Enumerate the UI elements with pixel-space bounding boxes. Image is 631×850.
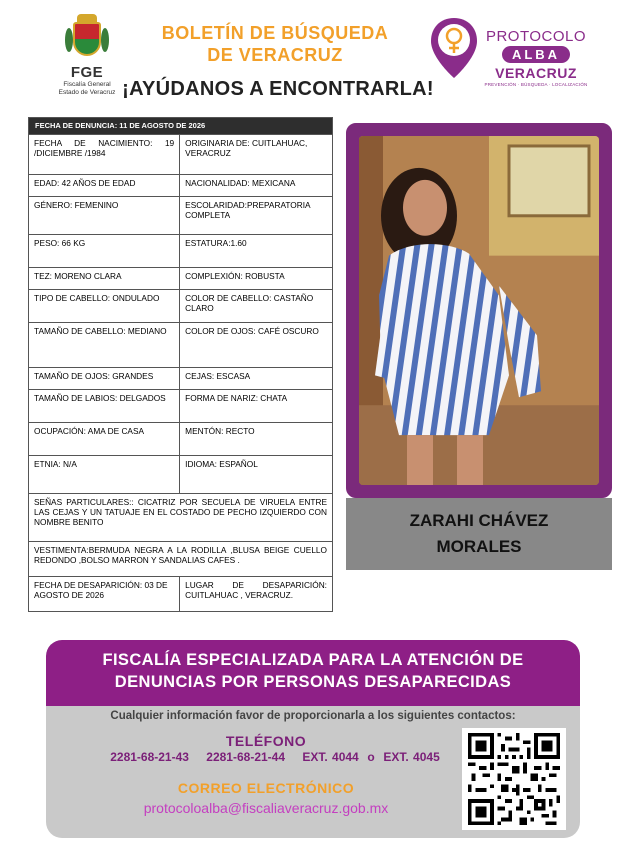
lugar-desaparicion: LUGAR DE DESAPARICIÓN: CUITLAHUAC , VERACRUZ. [180, 577, 333, 612]
title-line-2: DE VERACRUZ [207, 45, 343, 65]
fge-emblem-icon [65, 14, 109, 62]
fiscalia-header-line-2: DENUNCIAS POR PERSONAS DESAPARECIDAS [114, 673, 512, 691]
alba-protocolo: PROTOCOLO [485, 28, 587, 45]
person-info-table [28, 117, 333, 612]
senas-particulares: SEÑAS PARTICULARES:: CICATRIZ POR SECUELA DE VIRUELA ENTRE LAS CEJAS Y UN TATUAJE EN EL COSTADO DE PECHO IZQUIERDO CON NOMBRE BENITO [29, 494, 333, 542]
alba-tagline: PREVENCIÓN · BÚSQUEDA · LOCALIZACIÓN [484, 82, 588, 87]
qr-code-icon [467, 733, 561, 825]
fecha-denuncia: FECHA DE DENUNCIA: 11 DE AGOSTO DE 2026 [29, 118, 333, 135]
vestimenta: VESTIMENTA:BERMUDA NEGRA A LA RODILLA ,BLUSA BEIGE CUELLO REDONDO ,BOLSO MARRON Y SANDALIAS CAFES . [29, 542, 333, 577]
person-name-line-2: MORALES [436, 537, 522, 556]
cejas: CEJAS: ESCASA [180, 368, 333, 390]
ocupacion: OCUPACIÓN: AMA DE CASA [29, 423, 180, 456]
title-line-1: BOLETÍN DE BÚSQUEDA [161, 23, 389, 43]
fiscalia-header-line-1: FISCALÍA ESPECIALIZADA PARA LA ATENCIÓN DE [102, 651, 524, 669]
estatura: ESTATURA:1.60 [180, 235, 333, 268]
escolaridad: ESCOLARIDAD:PREPARATORIA COMPLETA [180, 197, 333, 235]
protocolo-alba-logo [428, 14, 594, 98]
phone-numbers: 2281-68-21-43 2281-68-21-44 EXT. 4044 o EXT. 4045 [110, 750, 440, 764]
tamano-labios: TAMAÑO DE LABIOS: DELGADOS [29, 390, 180, 423]
person-name-line-1: ZARAHI CHÁVEZ [409, 511, 549, 530]
alba-pin-icon [428, 16, 480, 80]
person-name-box [346, 498, 612, 570]
genero: GÉNERO: FEMENINO [29, 197, 180, 235]
qr-code[interactable] [462, 728, 566, 830]
tez: TEZ: MORENO CLARA [29, 268, 180, 290]
color-cabello: COLOR DE CABELLO: CASTAÑO CLARO [180, 290, 333, 323]
forma-nariz: FORMA DE NARIZ: CHATA [180, 390, 333, 423]
contact-panel [46, 640, 580, 838]
originaria: ORIGINARIA DE: CUITLAHUAC, VERACRUZ [180, 135, 333, 175]
fge-logo-text: FGE [70, 64, 104, 81]
fecha-nacimiento: FECHA DE NACIMIENTO: 19 /DICIEMBRE /1984 [29, 135, 180, 175]
alba-alba: ALBA [502, 46, 570, 63]
idioma: IDIOMA: ESPAÑOL [180, 456, 333, 494]
nacionalidad: NACIONALIDAD: MEXICANA [180, 175, 333, 197]
person-photo-frame [346, 123, 612, 498]
fecha-desaparicion: FECHA DE DESAPARICIÓN: 03 DE AGOSTO DE 2026 [29, 577, 180, 612]
etnia: ETNIA: N/A [29, 456, 180, 494]
headline: ¡AYÚDANOS A ENCONTRARLA! [122, 78, 434, 100]
bulletin-title [130, 22, 420, 66]
tamano-cabello: TAMAÑO DE CABELLO: MEDIANO [29, 323, 180, 368]
contact-intro: Cualquier información favor de proporcionarla a los siguientes contactos: [110, 710, 516, 722]
phone-label: TELÉFONO [225, 733, 307, 749]
color-ojos: COLOR DE OJOS: CAFÉ OSCURO [180, 323, 333, 368]
tamano-ojos: TAMAÑO DE OJOS: GRANDES [29, 368, 180, 390]
person-photo [359, 136, 599, 485]
edad: EDAD: 42 AÑOS DE EDAD [29, 175, 180, 197]
alba-veracruz: VERACRUZ [495, 65, 577, 81]
person-photo-image [359, 136, 599, 485]
peso: PESO: 66 KG [29, 235, 180, 268]
fge-logo-sub-1: Fiscalía General [63, 81, 111, 88]
menton: MENTÓN: RECTO [180, 423, 333, 456]
fiscalia-header [46, 640, 580, 706]
email-link[interactable]: protocoloalba@fiscaliaveracruz.gob.mx [143, 800, 389, 816]
fge-logo-sub-2: Estado de Veracruz [58, 89, 116, 96]
tipo-cabello: TIPO DE CABELLO: ONDULADO [29, 290, 180, 323]
email-label: CORREO ELECTRÓNICO [177, 780, 355, 796]
complexion: COMPLEXIÓN: ROBUSTA [180, 268, 333, 290]
